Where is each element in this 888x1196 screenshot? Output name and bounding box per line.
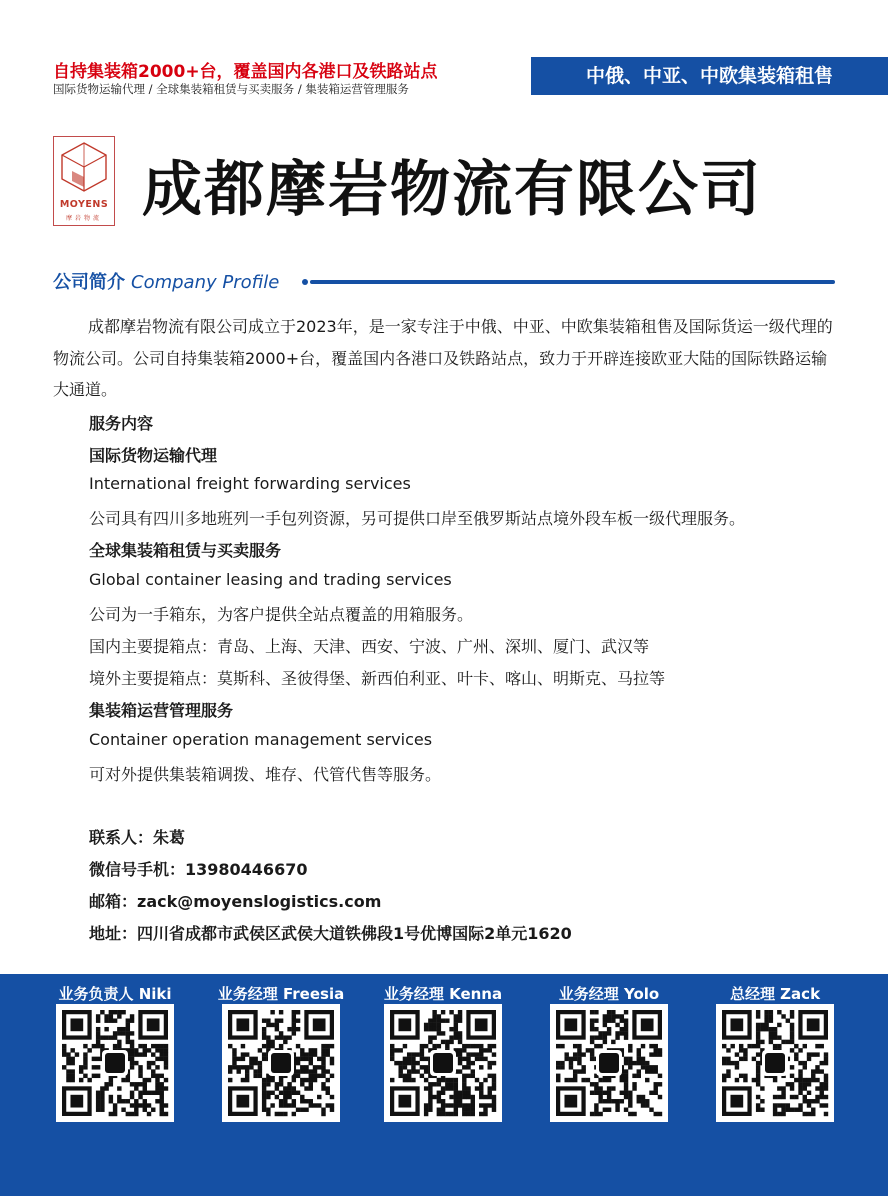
qr-card	[368, 974, 518, 1004]
contact-person: 联系人：朱葛	[89, 828, 186, 847]
cube-logo-icon	[54, 137, 114, 199]
qr-label: 总经理 Zack	[729, 985, 821, 1003]
section-title	[53, 268, 279, 294]
wechat-icon	[105, 1053, 125, 1073]
qr-code[interactable]	[222, 1004, 340, 1122]
section-title-cn: 公司简介	[53, 272, 125, 293]
wechat-icon	[271, 1053, 291, 1073]
wechat-icon	[765, 1053, 785, 1073]
contact-wechat-phone: 微信号手机：13980446670	[89, 860, 308, 879]
service-desc: 公司为一手箱东，为客户提供全站点覆盖的用箱服务。	[89, 605, 474, 624]
qr-label: 业务经理 Yolo	[558, 985, 660, 1003]
qr-label: 业务经理 Kenna	[383, 985, 503, 1003]
service-desc: 可对外提供集装箱调拨、堆存、代管代售等服务。	[89, 765, 442, 784]
qr-code[interactable]	[716, 1004, 834, 1122]
intro-paragraph: 成都摩岩物流有限公司成立于2023年，是一家专注于中俄、中亚、中欧集装箱租售及国际货运一级代理的物流公司。公司自持集装箱2000+台，覆盖国内各港口及铁路站点，致力于开辟连接欧亚大陆的国际铁路运输大通道。	[53, 317, 833, 399]
qr-footer	[0, 974, 888, 1196]
qr-label: 业务负责人 Niki	[58, 985, 172, 1003]
qr-code[interactable]	[56, 1004, 174, 1122]
wechat-icon	[599, 1053, 619, 1073]
qr-label: 业务经理 Freesia	[217, 985, 345, 1003]
contact-address: 地址：四川省成都市武侯区武侯大道铁佛段1号优博国际2单元1620	[89, 924, 572, 943]
logo-text: MOYENS	[59, 199, 109, 210]
service-title: 国际货物运输代理	[89, 446, 218, 465]
qr-card	[40, 974, 190, 1004]
service-title: 集装箱运营管理服务	[89, 701, 234, 720]
service-title: 全球集装箱租赁与买卖服务	[89, 541, 282, 560]
services-heading: 服务内容	[89, 414, 154, 433]
wechat-icon	[433, 1053, 453, 1073]
logo-sub: 摩岩物流	[65, 215, 102, 222]
service-title-en: Global container leasing and trading services	[89, 570, 452, 589]
contact-email: 邮箱：zack@moyenslogistics.com	[89, 892, 382, 911]
qr-card	[206, 974, 356, 1004]
service-desc: 公司具有四川多地班列一手包列资源，另可提供口岸至俄罗斯站点境外段车板一级代理服务。	[89, 509, 746, 528]
domestic-pickup: 国内主要提箱点：青岛、上海、天津、西安、宁波、广州、深圳、厦门、武汉等	[89, 637, 650, 656]
company-logo	[53, 136, 115, 226]
section-rule-dot	[302, 279, 308, 285]
company-name: 成都摩岩物流有限公司	[142, 155, 762, 225]
section-title-en: Company Profile	[131, 272, 280, 293]
banner: 中俄、中亚、中欧集装箱租售	[531, 57, 888, 95]
service-title-en: International freight forwarding services	[89, 474, 411, 493]
qr-code[interactable]	[550, 1004, 668, 1122]
overseas-pickup: 境外主要提箱点：莫斯科、圣彼得堡、新西伯利亚、叶卡、喀山、明斯克、马拉等	[89, 669, 666, 688]
tagline-red: 自持集装箱2000+台，覆盖国内各港口及铁路站点	[53, 62, 438, 82]
section-rule	[310, 280, 835, 284]
tagline-sub: 国际货物运输代理 / 全球集装箱租赁与买卖服务 / 集装箱运营管理服务	[53, 82, 409, 96]
qr-code[interactable]	[384, 1004, 502, 1122]
qr-card	[534, 974, 684, 1004]
service-title-en: Container operation management services	[89, 730, 433, 749]
qr-card	[700, 974, 850, 1004]
